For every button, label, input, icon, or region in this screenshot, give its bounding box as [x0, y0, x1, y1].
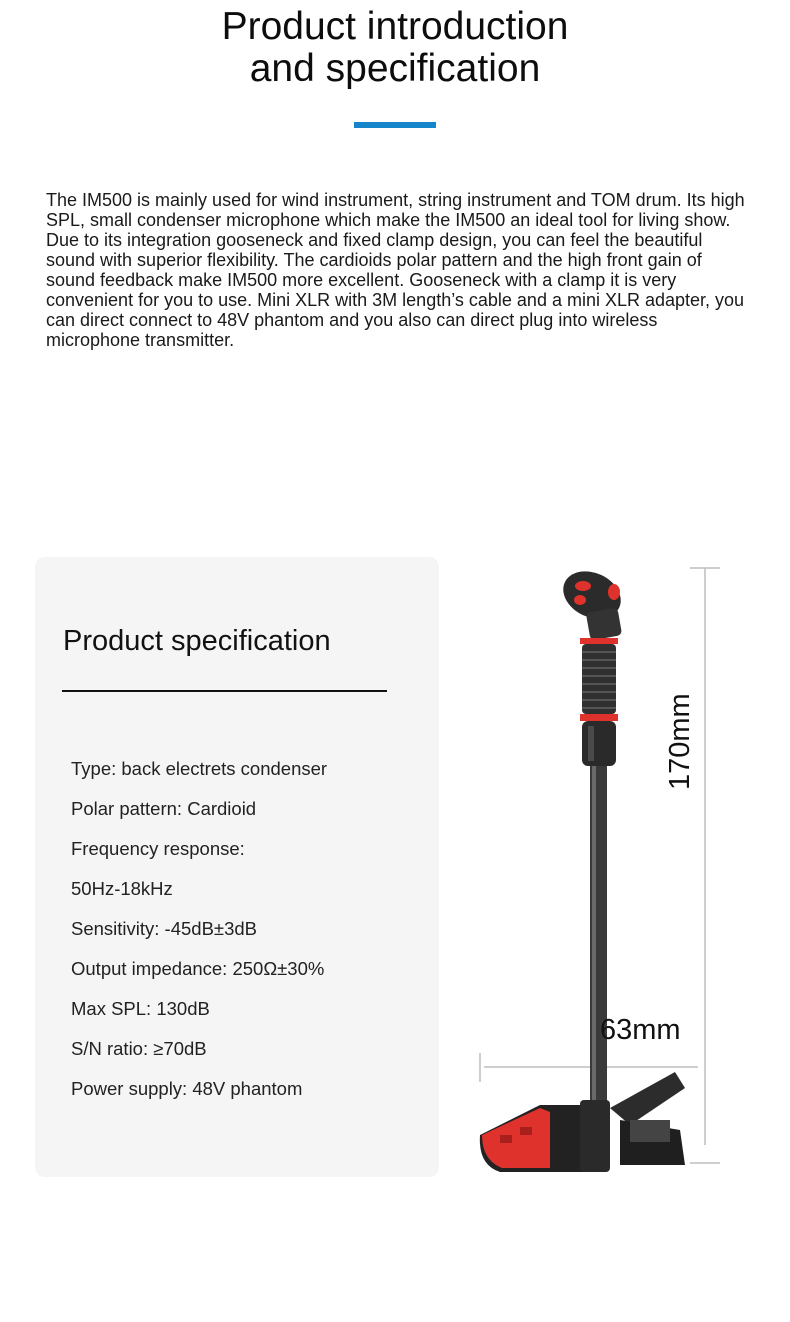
spec-divider — [62, 690, 387, 692]
gooseneck — [590, 766, 607, 1116]
spec-item: Frequency response: — [71, 838, 245, 859]
title-line-1: Product introduction — [221, 5, 569, 48]
red-ring-lower — [580, 714, 618, 721]
title-line-2: and specification — [249, 47, 541, 90]
product-image — [470, 560, 740, 1180]
clamp-icon — [480, 1072, 685, 1172]
mic-head-icon — [556, 562, 629, 640]
spec-item: Max SPL: 130dB — [71, 998, 210, 1019]
height-dimension-label: 170mm — [664, 693, 696, 790]
spec-item: 50Hz-18kHz — [71, 878, 173, 899]
spec-item: S/N ratio: ≥70dB — [71, 1038, 207, 1059]
spec-item: Output impedance: 250Ω±30% — [71, 958, 325, 979]
microphone-illustration — [470, 560, 740, 1180]
spec-list — [71, 759, 327, 1119]
spec-item: Power supply: 48V phantom — [71, 1078, 303, 1099]
title-accent-bar — [354, 122, 436, 128]
width-dimension-label: 63mm — [600, 1014, 681, 1046]
spec-item: Sensitivity: -45dB±3dB — [71, 918, 257, 939]
spec-item: Type: back electrets condenser — [71, 758, 328, 779]
page-title — [0, 6, 790, 90]
ribbed-neck — [582, 644, 616, 714]
spec-card — [35, 557, 439, 1177]
spec-item: Polar pattern: Cardioid — [71, 798, 257, 819]
spec-heading: Product specification — [63, 625, 331, 657]
red-ring-upper — [580, 638, 618, 644]
intro-paragraph: The IM500 is mainly used for wind instrument, string instrument and TOM drum. Its high SPL, small condenser microphone which make the IM500 an ideal tool for living show. Due to its integration gooseneck and fixed clamp design, you can feel the beautiful sound with superior flexibility. The cardioids polar pattern and the high front gain of sound feedback make IM500 more excellent. Gooseneck with a clamp it is very convenient for you to use. Mini XLR with 3M length’s cable and a mini XLR adapter, you can direct connect to 48V phantom and you also can direct plug into wireless microphone transmitter. — [46, 190, 745, 350]
connector-barrel — [582, 721, 616, 766]
